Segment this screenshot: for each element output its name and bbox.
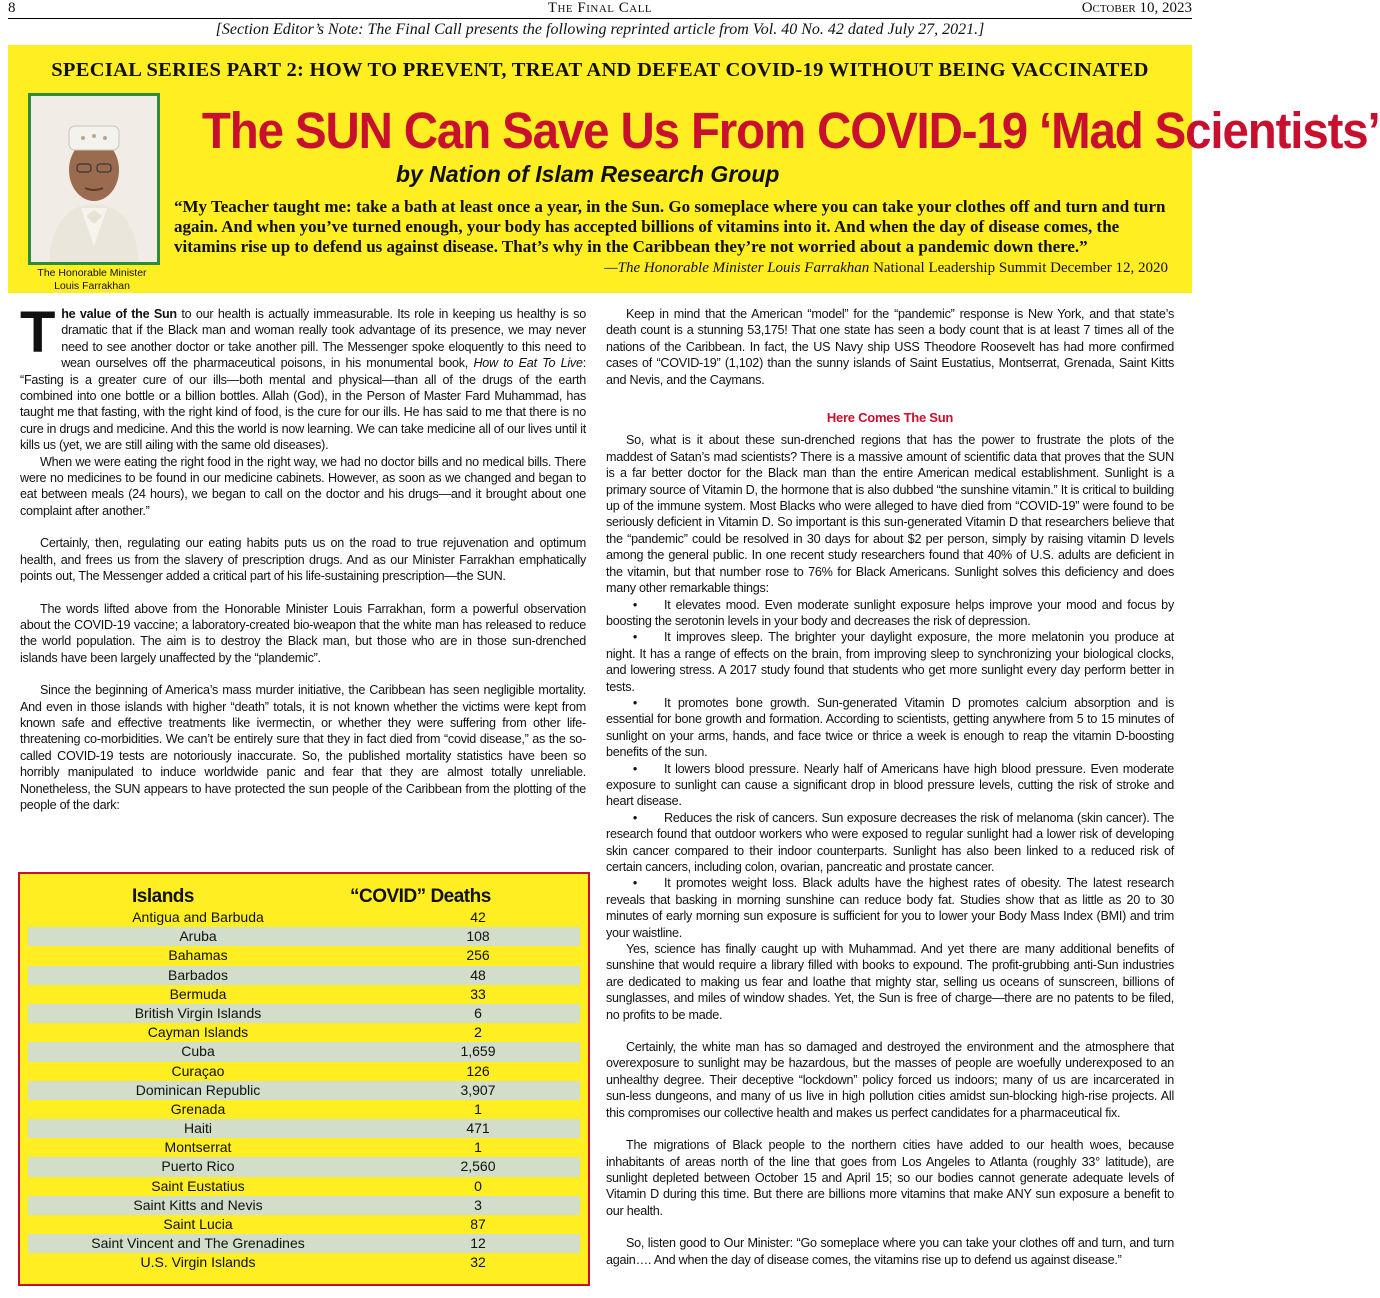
death-count: 1,659 — [460, 1043, 496, 1060]
death-count: 126 — [466, 1062, 490, 1079]
table-row — [28, 1062, 580, 1081]
table-row — [28, 1157, 580, 1176]
article-paragraph: Yes, science has finally caught up with Muhammad. And yet there are many additional benefits of sunshine that would require a library filled with books to expound. The profit-grubbing anti-Sun industries are dedicated to making us fear and loathe that mighty star, selling us oceans of sunscreen, billions of sunglasses, and miles of window shades. Yet, the Sun is free of charge—there are no patents to be filed, no profits to be made. — [606, 942, 1174, 1022]
article-paragraph: Keep in mind that the American “model” for the “pandemic” response is New York, and that state’s death count is a stunning 53,175! That one state has seen a body count that is at least 7 times all of the nations of the Caribbean. In fact, the US Navy ship USS Theodore Roosevelt has had more confirmed cases of “COVID-19” (1,102) than the sunny islands of Saint Eustatius, Montserrat, Grenada, Saint Kitts and Nevis, and the Caymans. — [606, 307, 1174, 387]
table-row — [28, 1177, 580, 1196]
bullet-text: It promotes weight loss. Black adults have the highest rates of obesity. The latest research reveals that basking in morning sunshine can reduce body fat. Studies show that as little as 20 to 30 minutes of early morning sun exposure is sufficient for you to lower your Body Mass Index (BMI) and trim your waistline. — [606, 876, 1174, 940]
bullet-item — [606, 810, 1174, 876]
table-row — [28, 1042, 580, 1061]
bullet-text: Reduces the risk of cancers. Sun exposure decreases the risk of melanoma (skin cancer). The research found that outdoor workers who were exposed to regular sunlight had a lower risk of developing skin cancer compared to their indoor counterparts. Sunlight has also been linked to a reduced risk of certain cancers, including colon, ovarian, pancreatic and prostate cancer. — [606, 810, 1174, 874]
bullet-icon: • — [632, 630, 638, 645]
article-paragraph: The value of the Sun to our health is actually immeasurable. Its role in keeping us healthy is so dramatic that if the Black man and woman really took advantage of its presence, we may never need to see another doctor or take another pill. The Messenger spoke eloquently to this need to wean ourselves off the pharmaceutical poisons, in his monumental book, How to Eat To Live: “Fasting is a greater cure of our ills—both mental and physical—than all of the drugs of the earth combined into one bottle or a billion bottles. Allah (God), in the Person of Master Fard Muhammad, has taught me that fasting, with the right kind of food, is the cure for our ills. He has said to me that there is no cure in drugs and medicine. And this the world is now learning. We can take medicine all of our lives until it kills us (yet, we are still ailing with the same old diseases). — [20, 300, 586, 453]
covid-deaths-table — [18, 872, 590, 1286]
island-name: Bermuda — [169, 985, 227, 1002]
table-row — [28, 1023, 580, 1042]
death-count: 33 — [470, 985, 486, 1002]
byline: by Nation of Islam Research Group — [396, 161, 780, 187]
bullet-icon: • — [632, 695, 638, 710]
table-body — [28, 908, 580, 1273]
drop-cap: T — [20, 300, 56, 365]
death-count: 471 — [466, 1120, 490, 1137]
death-count: 42 — [470, 909, 486, 925]
table-row — [28, 1081, 580, 1100]
bullet-text: It lowers blood pressure. Nearly half of Americans have high blood pressure. Even moderate exposure to sunlight can cause a significant drop in blood pressure levels, cutting the risk of stroke and heart disease. — [606, 761, 1174, 809]
death-count: 3 — [474, 1196, 482, 1213]
article-paragraph: So, listen good to Our Minister: “Go someplace where you can take your clothes off and turn, and turn again…. And when the day of disease comes, the vitamins rise up to defend us against disease.” — [606, 1236, 1174, 1267]
table-row — [28, 946, 580, 965]
death-count: 3,907 — [460, 1081, 496, 1098]
publication-name: The Final Call — [547, 0, 653, 16]
portrait-image — [31, 96, 157, 262]
island-name: Saint Kitts and Nevis — [133, 1196, 263, 1213]
death-count: 2 — [474, 1024, 482, 1041]
death-count: 1 — [474, 1100, 482, 1117]
subheading: Here Comes The Sun — [826, 410, 954, 426]
minister-photo — [28, 93, 160, 265]
article-paragraph: So, what is it about these sun-drenched regions that has the power to frustrate the plots of the maddest of Satan’s mad scientists? There is a massive amount of scientific data that proves that the SUN is a far better doctor for the Black man than the entire American medical establishment. Sunlight is a primary source of Vitamin D, the hormone that is also dubbed “the sunshine vitamin.” It is critical to building up of the immune system. Most Blacks who were alleged to have died from “COVID-19” were found to be seriously deficient in Vitamin D. So important is this sun-generated Vitamin D that researchers believe that the “pandemic” could be resolved in 30 days for about $2 per person, simply by raising vitamin D levels among the general public. In one recent study researchers found that 40% of U.S. adults are deficient in the vitamin, but that number rose to 76% for Black Americans. Sunlight solves this deficiency and does many other remarkable things: — [606, 433, 1174, 596]
bullet-text: It improves sleep. The brighter your daylight exposure, the more melatonin you produce at night. It has a range of effects on the brain, from improving sleep to synchronizing your biological clocks, and lowering stress. A 2017 study found that students who get more sunlight every day perform better in tests. — [606, 630, 1174, 694]
island-name: Dominican Republic — [135, 1081, 261, 1098]
table-row — [28, 927, 580, 946]
table-header-islands: Islands — [132, 886, 194, 907]
table-row — [28, 1196, 580, 1215]
article-paragraph: The words lifted above from the Honorable Minister Louis Farrakhan, form a powerful observation about the COVID-19 vaccine; a laboratory-created bio-weapon that the white man has released to reduce the world population. The aim is to destroy the Black man, but those who are in those sun-drenched islands have been largely unaffected by the “plandemic”. — [20, 601, 586, 665]
island-name: Barbados — [168, 966, 228, 983]
pull-quote: “My Teacher taught me: take a bath at least once a year, in the Sun. Go someplace where you can take your clothes off and turn and turn again. And when you’ve turned enough, your body has accepted billions of vitamins into it. And when the day of disease comes, the vitamins rise up to defend us against disease. That’s why in the Caribbean they’re not worried about a pandemic down there.” — [174, 197, 1166, 256]
table-row — [28, 985, 580, 1004]
bullet-item — [606, 597, 1174, 630]
death-count: 48 — [470, 966, 486, 983]
death-count: 256 — [466, 947, 490, 964]
death-count: 32 — [470, 1254, 486, 1271]
article-paragraph: When we were eating the right food in the right way, we had no doctor bills and no medical bills. There were no medicines to be found in our medicine cabinets. However, as soon as we changed and began to eat between meals (24 hours), we began to call on the doctor and his drugs—and it brought about one complaint after another.” — [20, 454, 586, 518]
table-row — [28, 966, 580, 985]
bullet-item — [606, 875, 1174, 941]
bullet-text: It elevates mood. Even moderate sunlight exposure helps improve your mood and focus by boosting the serotonin levels in your body and decreases the risk of depression. — [606, 597, 1174, 628]
island-name: Saint Lucia — [163, 1216, 233, 1232]
island-name: Cuba — [181, 1043, 215, 1060]
table-row — [28, 1100, 580, 1119]
island-name: Grenada — [170, 1100, 226, 1117]
article-column-left — [20, 300, 586, 813]
island-name: Cayman Islands — [147, 1024, 249, 1041]
island-name: Bahamas — [168, 947, 228, 964]
island-name: British Virgin Islands — [134, 1004, 262, 1021]
bullet-item — [606, 695, 1174, 761]
island-name: Saint Eustatius — [151, 1177, 245, 1194]
table-header-deaths: “COVID” Deaths — [350, 886, 491, 907]
island-name: U.S. Virgin Islands — [140, 1254, 256, 1271]
bullet-item — [606, 629, 1174, 695]
island-name: Puerto Rico — [161, 1158, 235, 1175]
death-count: 2,560 — [460, 1158, 496, 1175]
series-title: SPECIAL SERIES PART 2: HOW TO PREVENT, TREAT AND DEFEAT COVID-19 WITHOUT BEING VACCINATED — [51, 59, 1149, 81]
bullet-item — [606, 761, 1174, 810]
death-count: 87 — [470, 1216, 486, 1232]
table-row — [28, 1119, 580, 1138]
quote-attribution: —The Honorable Minister Louis Farrakhan National Leadership Summit December 12, 2020 — [604, 260, 1168, 276]
island-name: Antigua and Barbuda — [132, 909, 264, 925]
benefits-list — [606, 597, 1174, 942]
table-row — [28, 1215, 580, 1234]
article-paragraph: Certainly, the white man has so damaged and destroyed the environment and the atmosphere that overexposure to sunlight may be hazardous, but the masses of people are woefully underexposed to an unhealthy degree. Their deceptive “lockdown” policy forced us indoors; many of us are incarcerated in sun-less dungeons, and many of us live in high pollution cities amidst sun-blocking high-rise projects. All this compromises our collective health and makes us perfect candidates for a pharmaceutical fix. — [606, 1040, 1174, 1120]
article-paragraph: Since the beginning of America’s mass murder initiative, the Caribbean has seen negligible mortality. And even in those islands with higher “death” totals, it is not known whether the victims were kept from known safe and effective treatments like ivermectin, or whether they were suffering from other life-threatening co-morbidities. We can’t be entirely sure that they in fact died from “covid disease,” as the so-called COVID-19 tests are notoriously inaccurate. So, the published mortality statistics have been so horribly manipulated to induce worldwide panic and fear that they are almost totally unreliable. Nonetheless, the SUN appears to have protected the sun people of the Caribbean from the plotting of the people of the dark: — [20, 683, 586, 812]
death-count: 1 — [474, 1139, 482, 1156]
bullet-icon: • — [632, 876, 638, 891]
article-paragraph: Certainly, then, regulating our eating habits puts us on the road to true rejuvenation and optimum health, and frees us from the slavery of prescription drugs. And as our Minister Farrakhan emphatically points out, The Messenger added a critical part of his life-sustaining prescription—the SUN. — [20, 536, 586, 584]
death-count: 0 — [474, 1177, 482, 1194]
bullet-icon: • — [632, 597, 638, 612]
death-count: 108 — [466, 928, 490, 945]
death-count: 12 — [470, 1235, 486, 1252]
table-row — [28, 1004, 580, 1023]
table-row — [28, 1138, 580, 1157]
bullet-icon: • — [632, 810, 638, 825]
headline-banner — [8, 45, 1380, 293]
death-count: 6 — [474, 1004, 482, 1021]
article-paragraph: The migrations of Black people to the northern cities have added to our health woes, because inhabitants of areas north of the line that goes from Los Angeles to Atlanta (roughly 33° latitude), are sunlight depleted between October 15 and April 15; so our bodies cannot generate adequate levels of Vitamin D during this time. But there are billions more vitamins that make ANY sun exposure a benefit to our health. — [606, 1138, 1174, 1218]
island-name: Saint Vincent and The Grenadines — [91, 1235, 305, 1252]
page-number: 8 — [8, 0, 16, 16]
editor-note: [Section Editor’s Note: The Final Call presents the following reprinted article from Vol. 40 No. 42 dated July 27, 2021.] — [215, 21, 985, 38]
table-row — [28, 1234, 580, 1253]
photo-caption: The Honorable Minister Louis Farrakhan — [37, 267, 147, 292]
island-name: Haiti — [183, 1120, 212, 1137]
article-headline: The SUN Can Save Us From COVID-19 ‘Mad Scientists’ — [201, 102, 1380, 159]
issue-date: October 10, 2023 — [1081, 0, 1192, 16]
table-row — [28, 1253, 580, 1272]
article-column-right — [606, 306, 1174, 1268]
island-name: Aruba — [179, 928, 217, 945]
bullet-icon: • — [632, 761, 638, 776]
island-name: Curaçao — [171, 1062, 225, 1079]
table-row — [28, 908, 580, 927]
page-header — [8, 0, 1192, 19]
island-name: Montserrat — [164, 1139, 232, 1156]
bullet-text: It promotes bone growth. Sun-generated Vitamin D promotes calcium absorption and is essential for bone growth and formation. According to scientists, getting anywhere from 5 to 15 minutes of sunlight on your arms, hands, and face twice or thrice a week is enough to reap the vitamin D-boosting benefits of the sun. — [606, 695, 1174, 760]
